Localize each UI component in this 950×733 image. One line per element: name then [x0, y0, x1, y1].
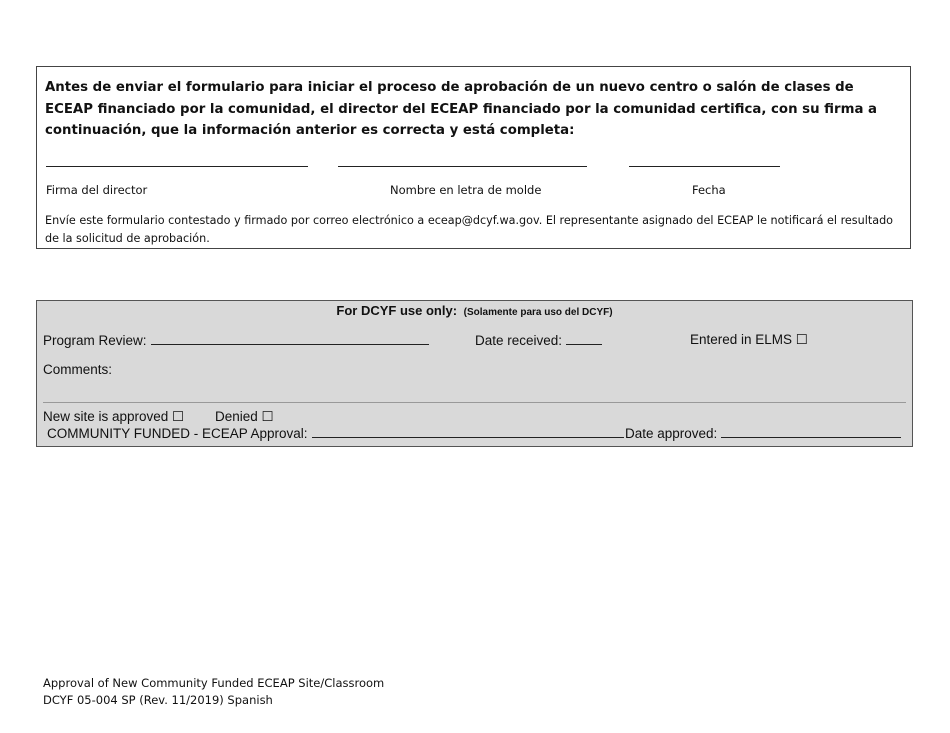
- send-instructions: Envíe este formulario contestado y firmado por correo electrónico a eceap@dcyf.wa.gov. El representante asignado del ECEAP le notificará el resultado de la solicitud de aprobación.: [45, 214, 894, 245]
- date-received-label: Date received:: [475, 333, 563, 348]
- date-label: Fecha: [692, 183, 726, 197]
- date-approved-row: [625, 425, 901, 441]
- program-review-field[interactable]: [151, 332, 429, 345]
- comments-label: Comments:: [43, 362, 113, 377]
- print-name-label: Nombre en letra de molde: [390, 183, 542, 197]
- date-field[interactable]: [629, 166, 780, 167]
- program-review-label: Program Review:: [43, 333, 147, 348]
- certification-box: [36, 66, 911, 249]
- entered-elms-label: Entered in ELMS ☐: [690, 332, 808, 347]
- denied-checkbox[interactable]: [215, 409, 274, 425]
- approval-label: COMMUNITY FUNDED - ECEAP Approval:: [47, 426, 308, 441]
- print-name-field[interactable]: [338, 166, 587, 167]
- footer-form-title: Approval of New Community Funded ECEAP Site/Classroom: [43, 676, 385, 690]
- dcyf-section-title: [37, 303, 912, 318]
- approval-field[interactable]: [312, 425, 624, 438]
- denied-label: Denied ☐: [215, 409, 274, 424]
- signature-label: Firma del director: [46, 183, 148, 197]
- date-received-field[interactable]: [566, 332, 602, 345]
- dcyf-title-sub: (Solamente para uso del DCYF): [463, 307, 613, 318]
- certification-text: Antes de enviar el formulario para iniciar el proceso de aprobación de un nuevo centro o salón de clases de ECEAP financiado por la comunidad, el director del ECEAP financiado por la comunidad certifica, con su firma a continuación, que la información anterior es correcta y está completa:: [45, 80, 878, 138]
- footer-form-number: DCYF 05-004 SP (Rev. 11/2019) Spanish: [43, 693, 273, 707]
- section-divider: [43, 402, 906, 403]
- program-review-row: [43, 332, 429, 348]
- entered-elms-checkbox[interactable]: [690, 332, 808, 348]
- date-approved-label: Date approved:: [625, 426, 718, 441]
- dcyf-use-only-box: [36, 300, 913, 447]
- approval-row: [47, 425, 624, 441]
- signature-field[interactable]: [46, 166, 308, 167]
- new-site-approved-label: New site is approved ☐: [43, 409, 185, 424]
- page-footer: [43, 675, 384, 709]
- dcyf-title-main: For DCYF use only:: [336, 303, 458, 318]
- date-approved-field[interactable]: [721, 425, 901, 438]
- new-site-approved-checkbox[interactable]: [43, 409, 184, 425]
- date-received-row: [475, 332, 602, 348]
